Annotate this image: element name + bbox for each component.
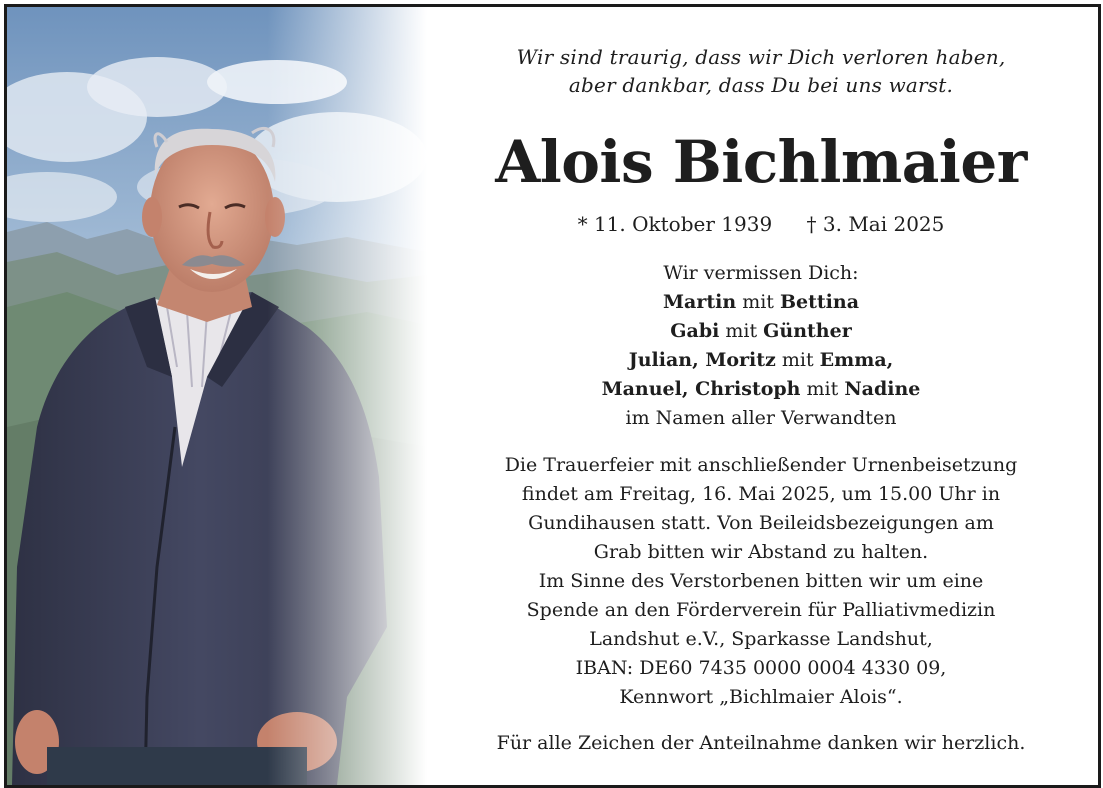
life-dates [437, 211, 1085, 237]
deceased-name: Alois Bichlmaier [495, 128, 1027, 196]
obituary-notice [4, 4, 1101, 788]
ceremony-line: Im Sinne des Verstorbenen bitten wir um eine [538, 570, 984, 592]
ceremony-line: Grab bitten wir Abstand zu halten. [593, 541, 929, 563]
ceremony-line: Kennwort „Bichlmaier Alois“. [619, 686, 903, 708]
mourner-name: Manuel, Christoph [601, 378, 801, 400]
mourner-name: Julian, Moritz [628, 349, 776, 371]
mourner-partner: Bettina [779, 291, 860, 313]
ceremony-line: Gundihausen statt. Von Beileidsbezeigungen am [528, 512, 994, 534]
notice-text [437, 7, 1085, 785]
ceremony-line: findet am Freitag, 16. Mai 2025, um 15.00 Uhr in [521, 483, 1001, 505]
ceremony-line: Die Trauerfeier mit anschließender Urnenbeisetzung [504, 454, 1018, 476]
motto-line: Wir sind traurig, dass wir Dich verloren haben, [516, 45, 1006, 69]
ceremony-line: IBAN: DE60 7435 0000 0004 4330 09, [575, 657, 947, 679]
mourner-mit: mit [719, 320, 764, 342]
mourner-mit: mit [736, 291, 780, 313]
mourner-mit: mit [800, 378, 845, 400]
motto [437, 43, 1085, 99]
mourner-row [437, 346, 1085, 375]
mourners-intro: Wir vermissen Dich: [663, 262, 859, 284]
thanks-line: Für alle Zeichen der Anteilnahme danken wir herzlich. [496, 732, 1026, 754]
mourner-partner: Nadine [844, 378, 921, 400]
mourner-partner: Günther [763, 320, 852, 342]
mourner-partner: Emma, [819, 349, 894, 371]
mourner-row [437, 375, 1085, 404]
mourner-name: Martin [662, 291, 737, 313]
portrait-photo [7, 7, 427, 785]
mourner-name: Gabi [670, 320, 720, 342]
mourner-mit: mit [775, 349, 820, 371]
mourner-row [437, 288, 1085, 317]
death-date: † 3. Mai 2025 [806, 212, 945, 236]
mourners-closing: im Namen aller Verwandten [625, 407, 897, 429]
mourners [437, 259, 1085, 433]
ceremony-line: Spende an den Förderverein für Palliativmedizin [526, 599, 996, 621]
mourner-row [437, 317, 1085, 346]
motto-line: aber dankbar, dass Du bei uns warst. [568, 73, 954, 97]
birth-date: * 11. Oktober 1939 [577, 212, 773, 236]
ceremony-info [437, 451, 1085, 712]
ceremony-line: Landshut e.V., Sparkasse Landshut, [589, 628, 933, 650]
